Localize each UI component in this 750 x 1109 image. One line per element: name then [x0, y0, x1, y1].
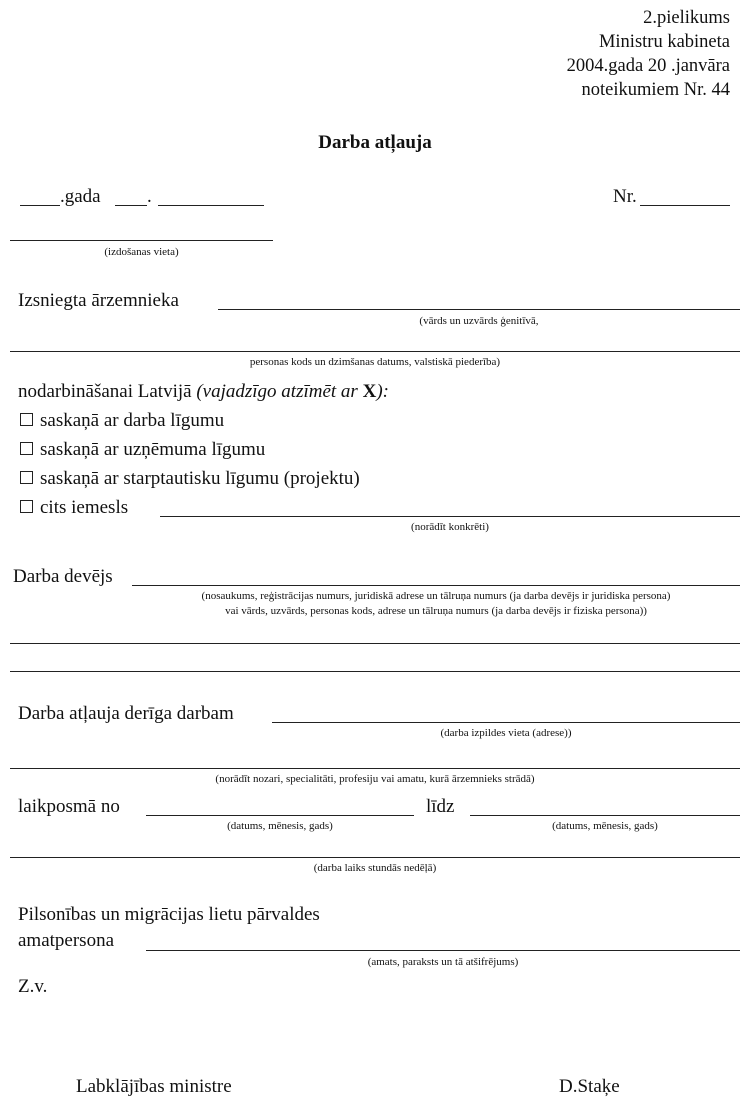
annex-regulation: noteikumiem Nr. 44	[581, 80, 730, 100]
option-label: cits iemesls	[40, 497, 129, 518]
checkbox[interactable]	[20, 471, 33, 484]
employer-caption-2: vai vārds, uzvārds, personas kods, adrese un tālruņa numurs (ja darba devējs ir fiziska persona))	[225, 605, 647, 617]
issue-place-caption: (izdošanas vieta)	[104, 246, 179, 258]
purpose-hint-end: ):	[376, 381, 389, 402]
issued-to-caption-2: personas kods un dzimšanas datums, valstiskā piederība)	[249, 356, 501, 368]
work-place-caption: (darba izpildes vieta (adrese))	[440, 727, 572, 739]
employer-caption-1: (nosaukums, reģistrācijas numurs, juridiskā adrese un tālruņa numurs (ja darba devējs ir juridiska persona)	[201, 590, 671, 602]
period-from-field[interactable]	[146, 815, 414, 816]
period-to-caption: (datums, mēnesis, gads)	[552, 820, 658, 832]
option-enterprise-contract[interactable]	[20, 439, 265, 461]
employer-label: Darba devējs	[13, 566, 113, 587]
official-label: amatpersona	[18, 930, 115, 951]
purpose-hint-mark: X	[362, 381, 377, 402]
checkbox[interactable]	[20, 413, 33, 426]
checkbox[interactable]	[20, 500, 33, 513]
period-to-field[interactable]	[470, 815, 740, 816]
option-label: saskaņā ar darba līgumu	[40, 410, 225, 431]
period-from-label: laikposmā no	[18, 796, 120, 817]
other-reason-caption: (norādīt konkrēti)	[411, 521, 489, 533]
minister-name: D.Staķe	[559, 1076, 620, 1097]
minister-title: Labklājības ministre	[76, 1076, 232, 1097]
other-reason-field[interactable]	[160, 516, 740, 517]
employer-line-3[interactable]	[10, 671, 740, 672]
issued-to-field[interactable]	[218, 309, 740, 310]
year-label: .gada	[60, 186, 101, 207]
annex-number: 2.pielikums	[643, 8, 730, 28]
purpose-intro-text: nodarbināšanai Latvijā	[18, 381, 192, 402]
annex-date: 2004.gada 20 .janvāra	[566, 56, 730, 76]
option-label: saskaņā ar starptautisku līgumu (projektu)	[40, 468, 360, 489]
valid-for-label: Darba atļauja derīga darbam	[18, 703, 234, 724]
work-place-field[interactable]	[272, 722, 740, 723]
number-label: Nr.	[613, 186, 637, 207]
purpose-hint: (vajadzīgo atzīmēt ar	[196, 381, 358, 402]
official-signature-field[interactable]	[146, 950, 740, 951]
official-authority: Pilsonības un migrācijas lietu pārvaldes	[18, 904, 320, 925]
occupation-field[interactable]	[10, 768, 740, 769]
stamp-place: Z.v.	[18, 976, 48, 997]
option-label: saskaņā ar uzņēmuma līgumu	[40, 439, 266, 460]
date-dot: .	[147, 186, 152, 207]
checkbox[interactable]	[20, 442, 33, 455]
issued-to-caption-1: (vārds un uzvārds ģenitīvā,	[419, 315, 539, 327]
annex-header	[567, 6, 730, 102]
document-title: Darba atļauja	[318, 132, 432, 153]
option-employment-contract[interactable]	[20, 410, 224, 432]
occupation-caption: (norādīt nozari, specialitāti, profesiju vai amatu, kurā ārzemnieks strādā)	[215, 773, 535, 785]
employer-line-2[interactable]	[10, 643, 740, 644]
official-caption: (amats, paraksts un tā atšifrējums)	[367, 956, 519, 968]
day-field[interactable]	[115, 205, 147, 206]
month-field[interactable]	[158, 205, 264, 206]
period-from-caption: (datums, mēnesis, gads)	[227, 820, 333, 832]
working-hours-field[interactable]	[10, 857, 740, 858]
option-other-reason[interactable]	[20, 497, 128, 519]
issued-to-label: Izsniegta ārzemnieka	[18, 290, 179, 311]
option-international-agreement[interactable]	[20, 468, 360, 490]
personal-data-field[interactable]	[10, 351, 740, 352]
year-field[interactable]	[20, 205, 60, 206]
period-to-label: līdz	[426, 796, 455, 817]
annex-cabinet: Ministru kabineta	[598, 32, 730, 52]
employer-field[interactable]	[132, 585, 740, 586]
working-hours-caption: (darba laiks stundās nedēļā)	[313, 862, 437, 874]
issue-place-field[interactable]	[10, 240, 273, 241]
purpose-intro	[18, 381, 389, 403]
number-field[interactable]	[640, 205, 730, 206]
